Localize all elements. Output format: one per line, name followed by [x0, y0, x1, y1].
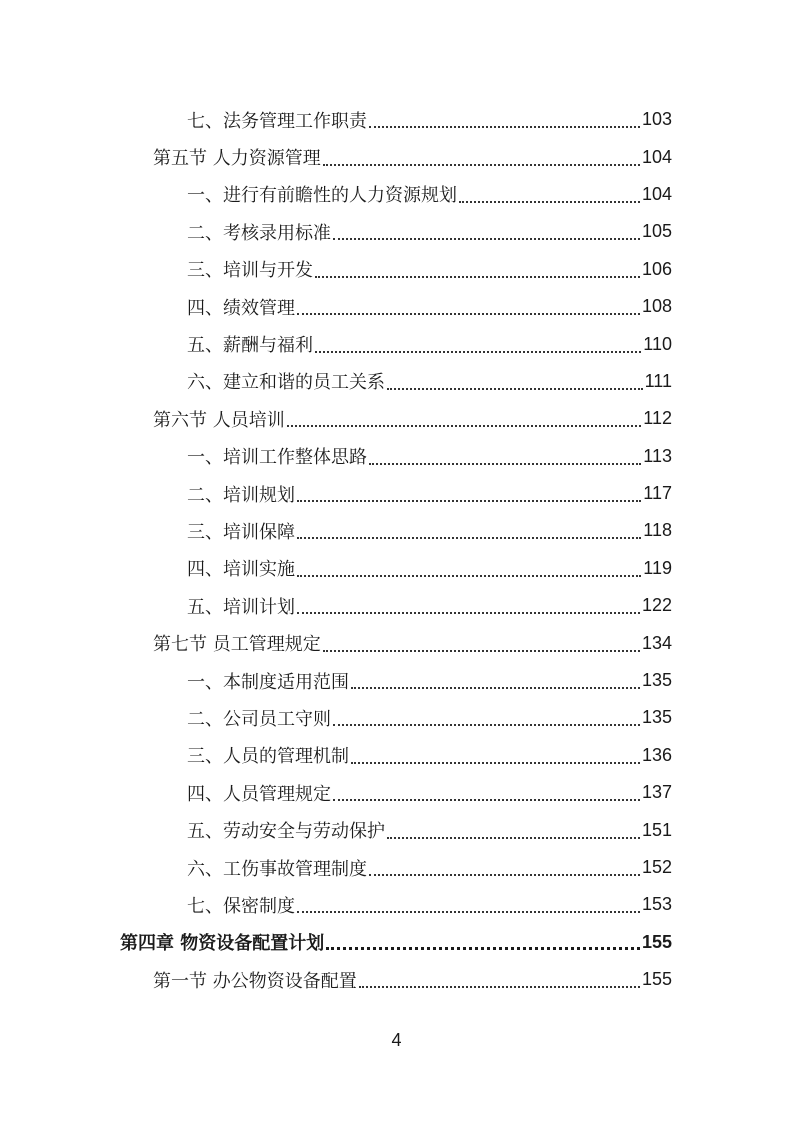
toc-entry-page: 110: [643, 333, 672, 354]
toc-entry-label: 第七节 员工管理规定: [153, 634, 321, 656]
dot-leader: [323, 649, 640, 652]
toc-entry-item[interactable]: [0, 849, 793, 886]
toc-entry-item[interactable]: [0, 512, 793, 549]
dot-leader: [351, 686, 640, 689]
toc-entry-label: 第五节 人力资源管理: [153, 148, 321, 170]
toc-entry-label: 一、进行有前瞻性的人力资源规划: [187, 185, 457, 207]
toc-entry-item[interactable]: [0, 176, 793, 213]
toc-entry-page: 104: [641, 146, 672, 167]
toc-entry-label: 四、绩效管理: [187, 297, 295, 319]
dot-leader: [315, 275, 640, 278]
toc-entry-label: 三、培训保障: [187, 521, 295, 543]
dot-leader: [297, 312, 640, 315]
toc-entry-label: 二、考核录用标准: [187, 222, 331, 244]
toc-entry-page: 119: [643, 557, 672, 578]
toc-entry-section[interactable]: [0, 624, 793, 661]
toc-entry-page: 118: [643, 520, 672, 541]
toc-entry-item[interactable]: [0, 662, 793, 699]
toc-entry-label: 四、培训实施: [187, 559, 295, 581]
toc-entry-chapter[interactable]: [0, 924, 793, 961]
dot-leader: [333, 723, 640, 726]
dot-leader: [333, 237, 640, 240]
dot-leader: [369, 462, 641, 465]
toc-entry-page: 112: [643, 408, 672, 429]
toc-entry-label: 三、培训与开发: [187, 260, 313, 282]
toc-entry-label: 四、人员管理规定: [187, 783, 331, 805]
dot-leader: [359, 985, 640, 988]
dot-leader: [459, 200, 640, 203]
dot-leader: [369, 125, 640, 128]
toc-entry-item[interactable]: [0, 737, 793, 774]
toc-entry-label: 六、建立和谐的员工关系: [187, 372, 385, 394]
toc-entry-page: 105: [641, 221, 672, 242]
toc-entry-page: 108: [641, 296, 672, 317]
toc-entry-page: 106: [641, 258, 672, 279]
dot-leader: [297, 910, 640, 913]
toc-entry-page: 117: [643, 483, 672, 504]
toc-entry-item[interactable]: [0, 475, 793, 512]
toc-entry-page: 103: [641, 109, 672, 130]
toc-entry-section[interactable]: [0, 961, 793, 998]
dot-leader: [369, 873, 640, 876]
toc-entry-page: 137: [641, 782, 672, 803]
dot-leader: [387, 387, 643, 390]
toc-entry-page: 135: [641, 670, 672, 691]
toc-entry-item[interactable]: [0, 101, 793, 138]
toc-entry-page: 104: [641, 183, 672, 204]
table-of-contents: [0, 101, 793, 998]
page-number: 4: [391, 1030, 402, 1050]
dot-leader: [387, 836, 640, 839]
toc-entry-item[interactable]: [0, 288, 793, 325]
toc-entry-label: 五、劳动安全与劳动保护: [187, 821, 385, 843]
dot-leader: [323, 163, 640, 166]
dot-leader: [297, 536, 641, 539]
toc-entry-label: 一、培训工作整体思路: [187, 447, 367, 469]
toc-entry-item[interactable]: [0, 438, 793, 475]
toc-entry-page: 153: [641, 894, 672, 915]
toc-entry-label: 五、培训计划: [187, 596, 295, 618]
toc-entry-label: 第六节 人员培训: [153, 409, 285, 431]
toc-entry-label: 二、公司员工守则: [187, 708, 331, 730]
toc-entry-page: 151: [641, 819, 672, 840]
toc-entry-item[interactable]: [0, 213, 793, 250]
toc-entry-label: 六、工伤事故管理制度: [187, 858, 367, 880]
toc-entry-label: 七、保密制度: [187, 895, 295, 917]
toc-entry-item[interactable]: [0, 699, 793, 736]
toc-entry-page: 155: [641, 931, 672, 952]
toc-entry-page: 155: [641, 969, 672, 990]
toc-entry-page: 152: [641, 857, 672, 877]
toc-entry-label: 二、培训规划: [187, 484, 295, 506]
toc-entry-item[interactable]: [0, 811, 793, 848]
toc-entry-item[interactable]: [0, 774, 793, 811]
toc-entry-page: 135: [641, 707, 672, 728]
dot-leader: [333, 798, 640, 801]
dot-leader: [297, 611, 640, 614]
toc-entry-section[interactable]: [0, 138, 793, 175]
dot-leader: [287, 424, 642, 427]
toc-entry-page: 113: [643, 445, 672, 466]
toc-entry-label: 一、本制度适用范围: [187, 671, 349, 693]
toc-entry-label: 五、薪酬与福利: [187, 335, 313, 357]
toc-entry-label: 第一节 办公物资设备配置: [153, 970, 357, 992]
toc-entry-item[interactable]: [0, 587, 793, 624]
toc-entry-item[interactable]: [0, 886, 793, 923]
toc-entry-item[interactable]: [0, 363, 793, 400]
toc-entry-page: 122: [641, 595, 672, 616]
toc-entry-item[interactable]: [0, 251, 793, 288]
dot-leader: [351, 761, 640, 764]
dot-leader: [326, 946, 640, 950]
toc-entry-label: 第四章 物资设备配置计划: [120, 933, 325, 955]
toc-entry-label: 七、法务管理工作职责: [187, 110, 367, 132]
toc-entry-page: 134: [641, 632, 672, 653]
toc-entry-section[interactable]: [0, 400, 793, 437]
toc-entry-item[interactable]: [0, 325, 793, 362]
dot-leader: [297, 574, 641, 577]
toc-entry-item[interactable]: [0, 550, 793, 587]
toc-entry-label: 三、人员的管理机制: [187, 746, 349, 768]
dot-leader: [297, 499, 641, 502]
toc-entry-page: 136: [641, 744, 672, 765]
toc-entry-page: 111: [644, 370, 672, 391]
dot-leader: [315, 350, 641, 353]
